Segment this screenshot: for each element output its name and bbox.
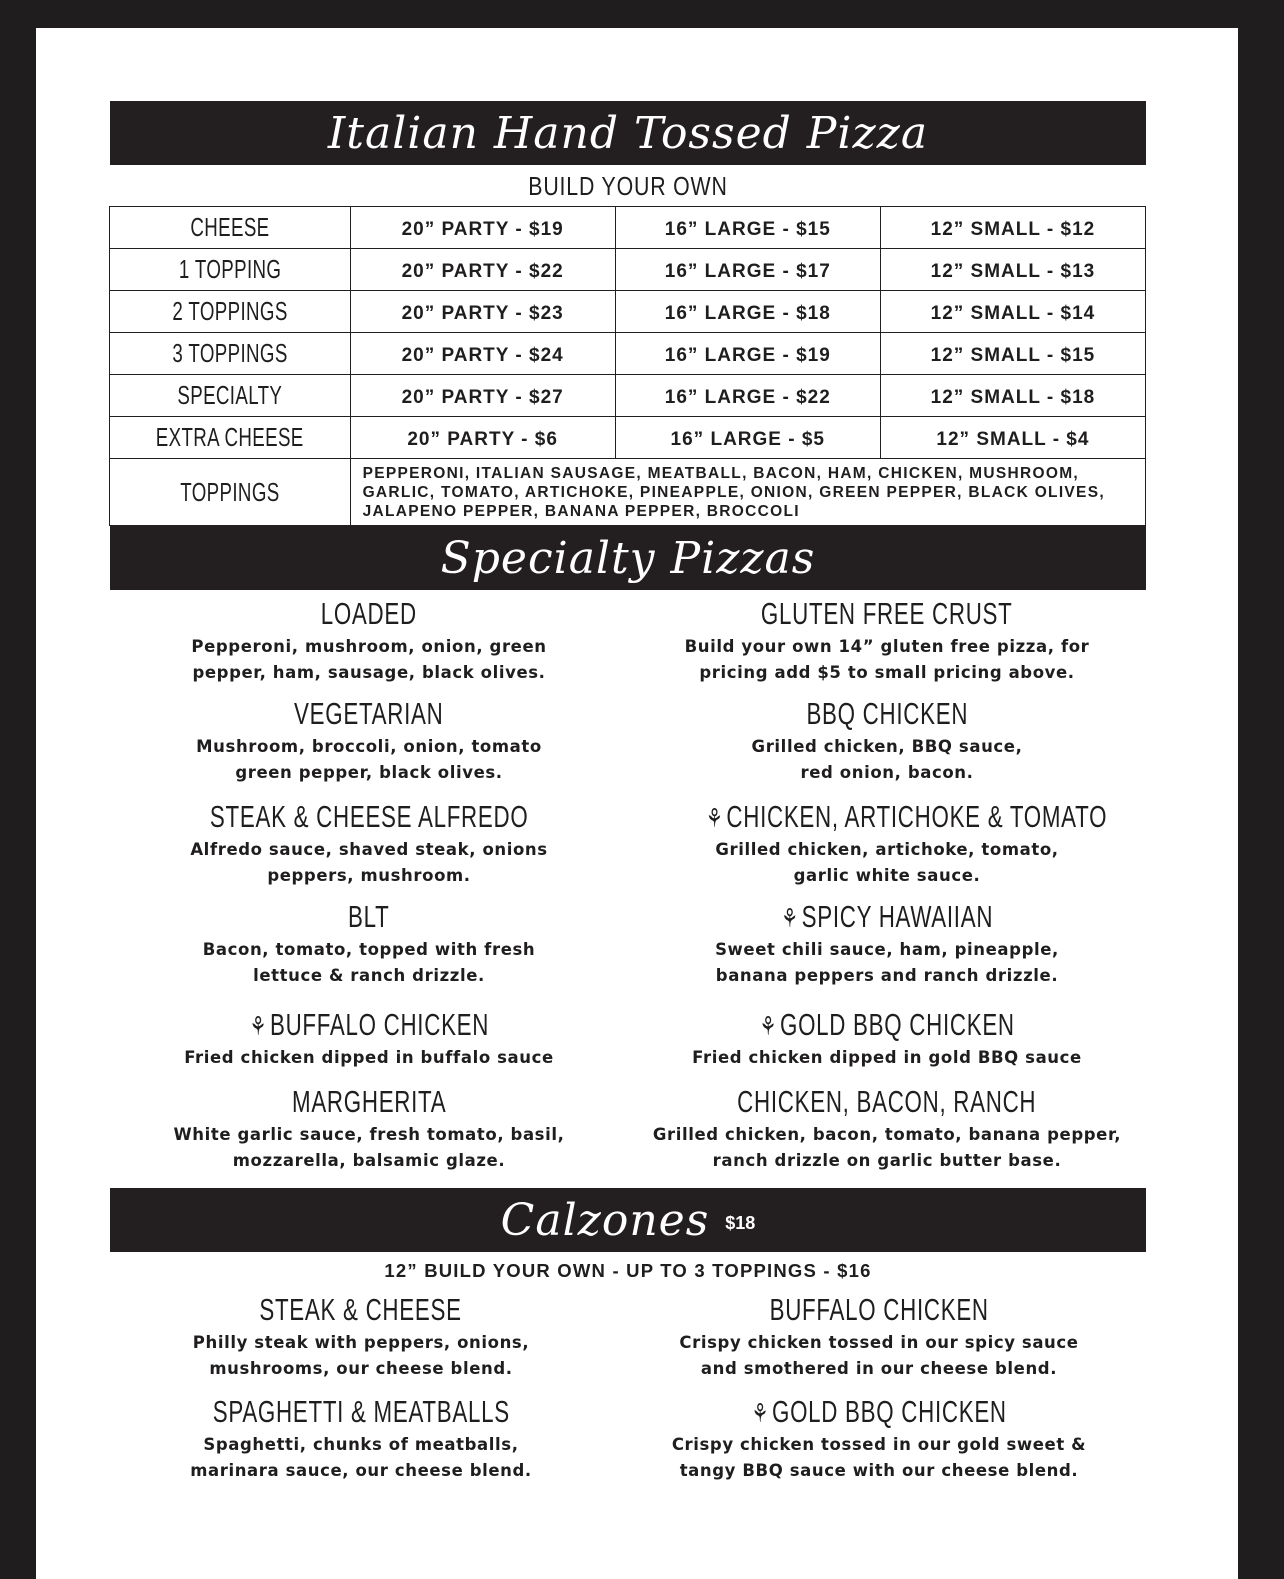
table-row	[110, 417, 1146, 459]
list-item	[110, 696, 628, 786]
large-price: 16” LARGE - $19	[615, 333, 880, 375]
scorpion-icon: ⚘	[759, 1011, 777, 1042]
small-price: 12” SMALL - $13	[880, 249, 1145, 291]
list-item	[628, 1007, 1146, 1071]
table-row	[110, 291, 1146, 333]
pizza-title: Italian Hand Tossed Pizza	[327, 107, 929, 159]
row-label: EXTRA CHEESE	[155, 422, 304, 452]
row-label: 3 TOPPINGS	[172, 338, 288, 368]
item-desc-line: lettuce & ranch drizzle.	[253, 966, 485, 985]
row-label: SPECIALTY	[177, 380, 283, 410]
item-desc-line: Crispy chicken tossed in our gold sweet &	[671, 1435, 1087, 1454]
list-item	[628, 799, 1146, 889]
item-desc-line: Crispy chicken tossed in our spicy sauce	[679, 1333, 1079, 1352]
scorpion-icon: ⚘	[781, 903, 799, 934]
item-name: STEAK & CHEESE ALFREDO	[209, 799, 529, 834]
item-name: MARGHERITA	[291, 1084, 447, 1119]
item-name: CHICKEN, BACON, RANCH	[737, 1084, 1037, 1119]
toppings-label: TOPPINGS	[180, 476, 280, 507]
list-item	[628, 696, 1146, 786]
item-name: GOLD BBQ CHICKEN	[771, 1394, 1007, 1429]
large-price: 16” LARGE - $17	[615, 249, 880, 291]
calzones-banner	[110, 1188, 1146, 1252]
list-item	[620, 1394, 1138, 1484]
list-item	[110, 1007, 628, 1071]
item-name: GOLD BBQ CHICKEN	[779, 1007, 1015, 1042]
party-price: 20” PARTY - $6	[350, 417, 615, 459]
item-desc-line: and smothered in our cheese blend.	[700, 1359, 1058, 1378]
table-row	[110, 375, 1146, 417]
specialty-title: Specialty Pizzas	[440, 532, 816, 584]
specialty-banner	[110, 526, 1146, 590]
item-name: BUFFALO CHICKEN	[769, 1292, 989, 1327]
list-item	[110, 596, 628, 686]
build-your-own-heading: BUILD YOUR OWN	[528, 171, 728, 201]
item-desc-line: Spaghetti, chunks of meatballs,	[203, 1435, 519, 1454]
large-price: 16” LARGE - $15	[615, 207, 880, 249]
item-desc-line: mozzarella, balsamic glaze.	[232, 1151, 506, 1170]
party-price: 20” PARTY - $24	[350, 333, 615, 375]
row-label: CHEESE	[190, 212, 270, 242]
item-desc-line: red onion, bacon.	[800, 763, 974, 782]
calzones-title: Calzones	[500, 1194, 710, 1246]
row-label: 1 TOPPING	[178, 254, 282, 284]
item-desc-line: Alfredo sauce, shaved steak, onions	[190, 840, 548, 859]
pizza-price-table	[109, 206, 1146, 526]
item-desc-line: mushrooms, our cheese blend.	[209, 1359, 513, 1378]
scorpion-icon: ⚘	[706, 803, 724, 834]
small-price: 12” SMALL - $4	[880, 417, 1145, 459]
small-price: 12” SMALL - $15	[880, 333, 1145, 375]
item-name: SPICY HAWAIIAN	[801, 899, 993, 934]
item-name: BBQ CHICKEN	[806, 696, 968, 731]
item-desc-line: pepper, ham, sausage, black olives.	[192, 663, 546, 682]
item-desc-line: banana peppers and ranch drizzle.	[715, 966, 1059, 985]
item-name: BLT	[348, 899, 390, 934]
list-item	[628, 1084, 1146, 1174]
list-item	[628, 596, 1146, 686]
list-item	[102, 1292, 620, 1382]
large-price: 16” LARGE - $22	[615, 375, 880, 417]
table-row	[110, 207, 1146, 249]
large-price: 16” LARGE - $5	[615, 417, 880, 459]
item-desc-line: Grilled chicken, BBQ sauce,	[751, 737, 1023, 756]
item-name: BUFFALO CHICKEN	[269, 1007, 489, 1042]
item-name: STEAK & CHEESE	[259, 1292, 463, 1327]
item-name: CHICKEN, ARTICHOKE & TOMATO	[726, 799, 1108, 834]
row-label: 2 TOPPINGS	[172, 296, 288, 326]
item-desc-line: garlic white sauce.	[793, 866, 981, 885]
item-name: SPAGHETTI & MEATBALLS	[212, 1394, 510, 1429]
item-desc-line: Sweet chili sauce, ham, pineapple,	[715, 940, 1059, 959]
list-item	[620, 1292, 1138, 1382]
item-desc-line: Build your own 14” gluten free pizza, for	[684, 637, 1090, 656]
large-price: 16” LARGE - $18	[615, 291, 880, 333]
party-price: 20” PARTY - $27	[350, 375, 615, 417]
toppings-row	[110, 459, 1146, 526]
item-name: LOADED	[320, 596, 418, 631]
small-price: 12” SMALL - $14	[880, 291, 1145, 333]
small-price: 12” SMALL - $18	[880, 375, 1145, 417]
item-desc-line: Mushroom, broccoli, onion, tomato	[196, 737, 542, 756]
party-price: 20” PARTY - $19	[350, 207, 615, 249]
calzones-price: $18	[725, 1212, 756, 1233]
pizza-banner	[110, 101, 1146, 165]
list-item	[110, 899, 628, 989]
item-desc-line: Philly steak with peppers, onions,	[192, 1333, 530, 1352]
item-desc-line: marinara sauce, our cheese blend.	[190, 1461, 532, 1480]
item-desc-line: tangy BBQ sauce with our cheese blend.	[679, 1461, 1079, 1480]
item-desc-line: pricing add $5 to small pricing above.	[699, 663, 1075, 682]
calzones-subheading: 12” BUILD YOUR OWN - UP TO 3 TOPPINGS - $16	[384, 1260, 872, 1281]
table-row	[110, 333, 1146, 375]
item-desc-line: Bacon, tomato, topped with fresh	[202, 940, 536, 959]
party-price: 20” PARTY - $22	[350, 249, 615, 291]
item-name: VEGETARIAN	[294, 696, 444, 731]
table-row	[110, 249, 1146, 291]
item-desc-line: White garlic sauce, fresh tomato, basil,	[173, 1125, 565, 1144]
list-item	[102, 1394, 620, 1484]
item-desc-line: Fried chicken dipped in buffalo sauce	[184, 1048, 554, 1067]
list-item	[110, 799, 628, 889]
menu-page	[36, 28, 1238, 1579]
small-price: 12” SMALL - $12	[880, 207, 1145, 249]
party-price: 20” PARTY - $23	[350, 291, 615, 333]
item-desc-line: Grilled chicken, artichoke, tomato,	[715, 840, 1059, 859]
item-desc-line: Pepperoni, mushroom, onion, green	[191, 637, 547, 656]
list-item	[110, 1084, 628, 1174]
toppings-list: PEPPERONI, ITALIAN SAUSAGE, MEATBALL, BACON, HAM, CHICKEN, MUSHROOM, GARLIC, TOMATO, ARTICHOKE, PINEAPPLE, ONION, GREEN PEPPER, BLACK OLIVES, JALAPENO PEPPER, BANANA PEPPER, BROCCOLI	[350, 459, 1145, 526]
item-desc-line: green pepper, black olives.	[235, 763, 503, 782]
item-desc-line: peppers, mushroom.	[267, 866, 471, 885]
item-desc-line: Fried chicken dipped in gold BBQ sauce	[692, 1048, 1082, 1067]
scorpion-icon: ⚘	[751, 1398, 769, 1429]
item-desc-line: ranch drizzle on garlic butter base.	[712, 1151, 1062, 1170]
scorpion-icon: ⚘	[249, 1011, 267, 1042]
item-name: GLUTEN FREE CRUST	[761, 596, 1013, 631]
item-desc-line: Grilled chicken, bacon, tomato, banana pepper,	[652, 1125, 1122, 1144]
list-item	[628, 899, 1146, 989]
